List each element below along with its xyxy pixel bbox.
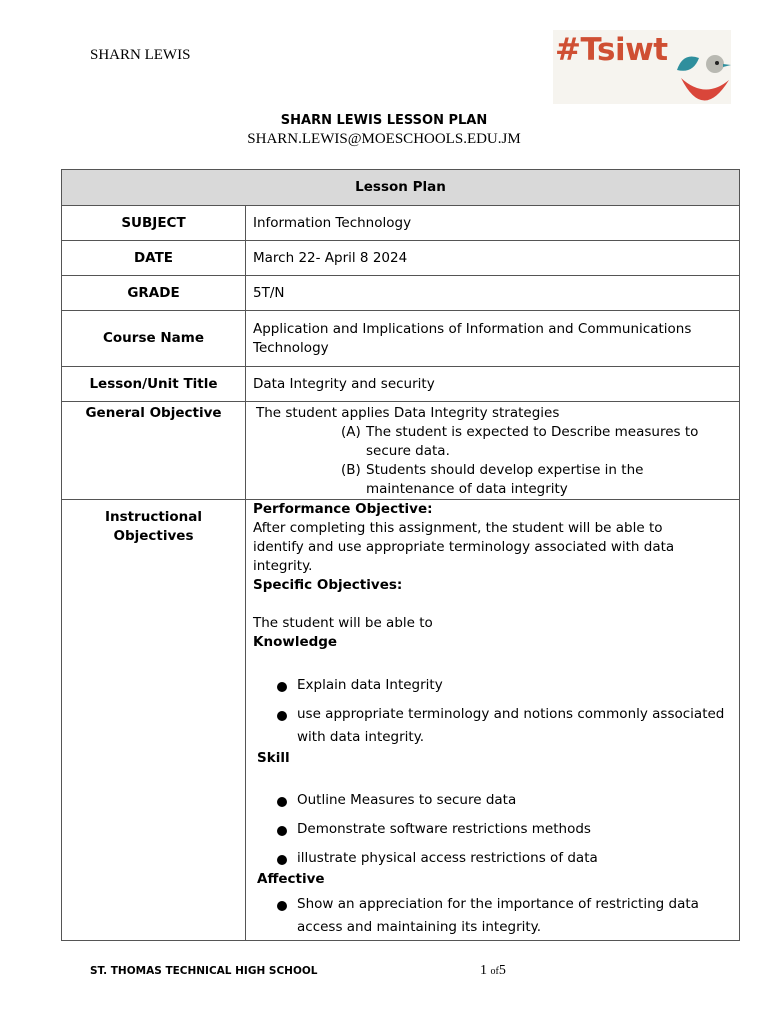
row-label: DATE (62, 241, 246, 276)
logo-text: #Tsiwt (555, 32, 668, 68)
row-value: 5T/N (246, 276, 740, 311)
item-mark: (A) (341, 424, 361, 440)
row-label: SUBJECT (62, 206, 246, 241)
general-objective-cell (246, 402, 740, 500)
bird-icon (553, 30, 731, 104)
page-total: 5 (498, 963, 506, 978)
item-text: Students should develop expertise in the maintenance of data integrity (366, 462, 644, 497)
affective-heading: Affective (257, 871, 325, 887)
general-objective-list (253, 423, 732, 499)
performance-text: After completing this assignment, the student will be able to identify and use appropriate terminology associated with data integrity. (253, 520, 675, 574)
list-item (253, 703, 732, 749)
row-value: March 22- April 8 2024 (246, 241, 740, 276)
bullet-icon (277, 855, 287, 865)
footer-school-name: ST. THOMAS TECHNICAL HIGH SCHOOL (90, 965, 318, 977)
item-text: Explain data Integrity (297, 677, 443, 693)
page-of: of (490, 966, 499, 977)
item-mark: (B) (341, 462, 361, 478)
table-row-instructional-objectives (62, 500, 740, 941)
item-text: Outline Measures to secure data (297, 792, 517, 808)
row-label: Course Name (62, 311, 246, 367)
page-current: 1 (480, 963, 487, 978)
page-number (480, 963, 506, 979)
tsiwt-logo (553, 30, 731, 104)
skill-heading: Skill (257, 750, 290, 766)
row-value: Information Technology (246, 206, 740, 241)
document-title: SHARN LEWIS LESSON PLAN (280, 113, 488, 128)
row-label: Lesson/Unit Title (62, 367, 246, 402)
document-email: SHARN.LEWIS@MOESCHOOLS.EDU.JM (247, 131, 521, 147)
list-item (253, 893, 732, 939)
bullet-icon (277, 682, 287, 692)
table-row-general-objective (62, 402, 740, 500)
knowledge-heading: Knowledge (253, 634, 338, 650)
list-item (253, 847, 732, 870)
lesson-plan-table (61, 169, 740, 941)
row-label: GRADE (62, 276, 246, 311)
row-value: Application and Implications of Information and Communications Technology (246, 311, 740, 367)
specific-heading: Specific Objectives: (253, 577, 403, 593)
bullet-icon (277, 901, 287, 911)
table-row (62, 367, 740, 402)
bullet-icon (277, 826, 287, 836)
general-objective-intro: The student applies Data Integrity strategies (256, 405, 560, 421)
table-row (62, 311, 740, 367)
list-item (253, 423, 732, 461)
item-text: The student is expected to Describe measures to secure data. (366, 424, 699, 459)
table-row (62, 206, 740, 241)
performance-heading: Performance Objective: (253, 501, 433, 517)
table-row (62, 276, 740, 311)
list-item (253, 789, 732, 812)
row-value: Data Integrity and security (246, 367, 740, 402)
item-text: use appropriate terminology and notions commonly associated with data integrity. (297, 706, 725, 745)
list-item (253, 818, 732, 841)
item-text: illustrate physical access restrictions of data (297, 850, 598, 866)
instructional-objectives-cell (246, 500, 740, 941)
list-item (253, 674, 732, 697)
list-item (253, 461, 732, 499)
row-label: General Objective (62, 402, 246, 500)
bullet-icon (277, 797, 287, 807)
row-label: Instructional Objectives (62, 500, 246, 941)
item-text: Demonstrate software restrictions methods (297, 821, 591, 837)
table-row (62, 241, 740, 276)
header-author: SHARN LEWIS (90, 47, 191, 63)
bullet-icon (277, 711, 287, 721)
table-heading: Lesson Plan (62, 170, 740, 206)
specific-lead: The student will be able to (253, 615, 433, 631)
item-text: Show an appreciation for the importance of restricting data access and maintaining its integrity. (297, 896, 699, 935)
